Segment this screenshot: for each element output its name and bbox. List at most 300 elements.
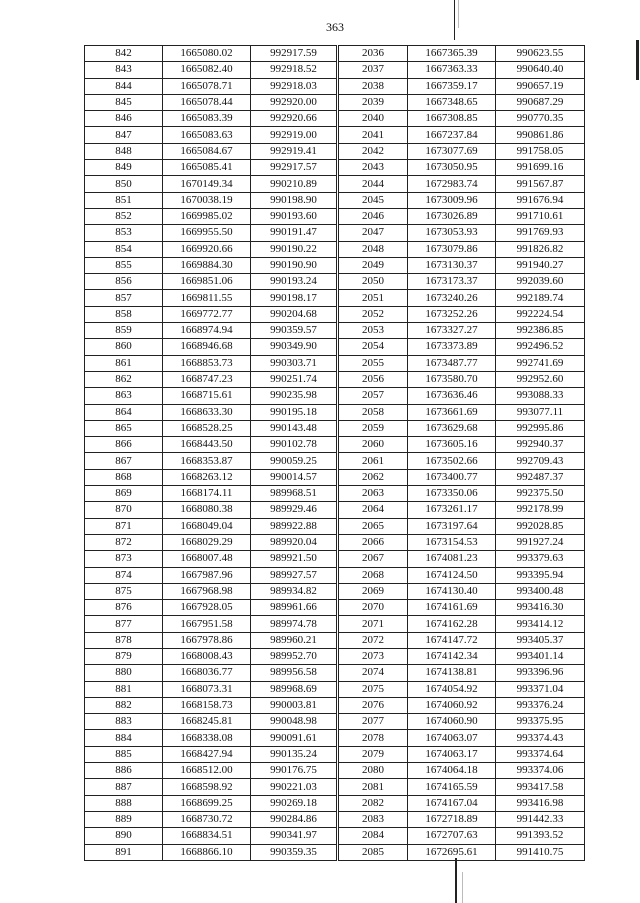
y-coordinate-2-cell: 993371.04 xyxy=(496,681,585,697)
y-coordinate-cell: 990091.61 xyxy=(251,730,338,746)
table-row xyxy=(85,46,585,62)
x-coordinate-2-cell: 1673261.17 xyxy=(408,502,496,518)
scan-mark-bottom-faint xyxy=(462,872,463,903)
point-number-cell: 852 xyxy=(85,208,163,224)
x-coordinate-cell: 1668512.00 xyxy=(163,763,251,779)
table-row xyxy=(85,388,585,404)
table-row xyxy=(85,453,585,469)
point-number-2-cell: 2068 xyxy=(338,567,408,583)
x-coordinate-2-cell: 1673636.46 xyxy=(408,388,496,404)
point-number-cell: 877 xyxy=(85,616,163,632)
point-number-2-cell: 2065 xyxy=(338,518,408,534)
table-row xyxy=(85,306,585,322)
y-coordinate-2-cell: 991927.24 xyxy=(496,534,585,550)
y-coordinate-cell: 989922.88 xyxy=(251,518,338,534)
x-coordinate-2-cell: 1672695.61 xyxy=(408,844,496,860)
table-row xyxy=(85,583,585,599)
point-number-cell: 867 xyxy=(85,453,163,469)
x-coordinate-cell: 1668080.38 xyxy=(163,502,251,518)
x-coordinate-2-cell: 1674167.04 xyxy=(408,795,496,811)
y-coordinate-2-cell: 992375.50 xyxy=(496,486,585,502)
x-coordinate-2-cell: 1667348.65 xyxy=(408,94,496,110)
point-number-2-cell: 2084 xyxy=(338,828,408,844)
y-coordinate-2-cell: 990623.55 xyxy=(496,46,585,62)
y-coordinate-2-cell: 990657.19 xyxy=(496,78,585,94)
x-coordinate-2-cell: 1673240.26 xyxy=(408,290,496,306)
x-coordinate-cell: 1668598.92 xyxy=(163,779,251,795)
y-coordinate-2-cell: 993395.94 xyxy=(496,567,585,583)
point-number-cell: 843 xyxy=(85,62,163,78)
point-number-cell: 886 xyxy=(85,763,163,779)
point-number-cell: 888 xyxy=(85,795,163,811)
y-coordinate-cell: 989927.57 xyxy=(251,567,338,583)
x-coordinate-2-cell: 1673026.89 xyxy=(408,208,496,224)
point-number-2-cell: 2072 xyxy=(338,632,408,648)
table-row xyxy=(85,257,585,273)
y-coordinate-2-cell: 992952.60 xyxy=(496,371,585,387)
table-row xyxy=(85,779,585,795)
y-coordinate-2-cell: 991410.75 xyxy=(496,844,585,860)
y-coordinate-2-cell: 993379.63 xyxy=(496,551,585,567)
point-number-cell: 875 xyxy=(85,583,163,599)
scan-mark-top xyxy=(454,0,455,40)
table-row xyxy=(85,681,585,697)
table-row xyxy=(85,665,585,681)
scan-mark-bottom xyxy=(455,858,457,903)
y-coordinate-cell: 989956.58 xyxy=(251,665,338,681)
point-number-cell: 849 xyxy=(85,160,163,176)
y-coordinate-2-cell: 991940.27 xyxy=(496,257,585,273)
y-coordinate-cell: 992920.66 xyxy=(251,111,338,127)
point-number-2-cell: 2052 xyxy=(338,306,408,322)
table-row xyxy=(85,404,585,420)
point-number-2-cell: 2041 xyxy=(338,127,408,143)
point-number-cell: 844 xyxy=(85,78,163,94)
table-row xyxy=(85,486,585,502)
x-coordinate-cell: 1668633.30 xyxy=(163,404,251,420)
point-number-2-cell: 2056 xyxy=(338,371,408,387)
point-number-2-cell: 2043 xyxy=(338,160,408,176)
y-coordinate-cell: 990176.75 xyxy=(251,763,338,779)
x-coordinate-2-cell: 1673197.64 xyxy=(408,518,496,534)
point-number-2-cell: 2063 xyxy=(338,486,408,502)
x-coordinate-2-cell: 1673252.26 xyxy=(408,306,496,322)
point-number-cell: 882 xyxy=(85,697,163,713)
x-coordinate-cell: 1668338.08 xyxy=(163,730,251,746)
y-coordinate-2-cell: 993375.95 xyxy=(496,714,585,730)
x-coordinate-2-cell: 1674130.40 xyxy=(408,583,496,599)
point-number-2-cell: 2069 xyxy=(338,583,408,599)
table-row xyxy=(85,420,585,436)
x-coordinate-2-cell: 1674063.07 xyxy=(408,730,496,746)
x-coordinate-cell: 1668443.50 xyxy=(163,437,251,453)
point-number-2-cell: 2042 xyxy=(338,143,408,159)
table-row xyxy=(85,567,585,583)
point-number-2-cell: 2076 xyxy=(338,697,408,713)
y-coordinate-2-cell: 990687.29 xyxy=(496,94,585,110)
point-number-2-cell: 2037 xyxy=(338,62,408,78)
x-coordinate-cell: 1668730.72 xyxy=(163,811,251,827)
x-coordinate-2-cell: 1673050.95 xyxy=(408,160,496,176)
y-coordinate-2-cell: 991676.94 xyxy=(496,192,585,208)
x-coordinate-2-cell: 1673009.96 xyxy=(408,192,496,208)
x-coordinate-2-cell: 1674064.18 xyxy=(408,763,496,779)
x-coordinate-cell: 1669884.30 xyxy=(163,257,251,273)
point-number-cell: 850 xyxy=(85,176,163,192)
point-number-cell: 878 xyxy=(85,632,163,648)
y-coordinate-2-cell: 993416.98 xyxy=(496,795,585,811)
y-coordinate-cell: 990102.78 xyxy=(251,437,338,453)
point-number-cell: 864 xyxy=(85,404,163,420)
x-coordinate-2-cell: 1673327.27 xyxy=(408,323,496,339)
x-coordinate-cell: 1669851.06 xyxy=(163,274,251,290)
x-coordinate-2-cell: 1673373.89 xyxy=(408,339,496,355)
y-coordinate-2-cell: 992178.99 xyxy=(496,502,585,518)
point-number-2-cell: 2044 xyxy=(338,176,408,192)
x-coordinate-cell: 1670038.19 xyxy=(163,192,251,208)
y-coordinate-cell: 992918.03 xyxy=(251,78,338,94)
table-row xyxy=(85,437,585,453)
x-coordinate-2-cell: 1674147.72 xyxy=(408,632,496,648)
x-coordinate-cell: 1669985.02 xyxy=(163,208,251,224)
y-coordinate-cell: 990198.90 xyxy=(251,192,338,208)
point-number-cell: 884 xyxy=(85,730,163,746)
x-coordinate-cell: 1667978.86 xyxy=(163,632,251,648)
y-coordinate-cell: 990221.03 xyxy=(251,779,338,795)
y-coordinate-cell: 989961.66 xyxy=(251,600,338,616)
x-coordinate-2-cell: 1672983.74 xyxy=(408,176,496,192)
table-row xyxy=(85,730,585,746)
point-number-2-cell: 2054 xyxy=(338,339,408,355)
table-row xyxy=(85,323,585,339)
x-coordinate-cell: 1668049.04 xyxy=(163,518,251,534)
point-number-cell: 855 xyxy=(85,257,163,273)
y-coordinate-2-cell: 993414.12 xyxy=(496,616,585,632)
x-coordinate-2-cell: 1673079.86 xyxy=(408,241,496,257)
y-coordinate-2-cell: 993416.30 xyxy=(496,600,585,616)
table-row xyxy=(85,746,585,762)
y-coordinate-2-cell: 993376.24 xyxy=(496,697,585,713)
x-coordinate-cell: 1668073.31 xyxy=(163,681,251,697)
point-number-2-cell: 2050 xyxy=(338,274,408,290)
x-coordinate-cell: 1669811.55 xyxy=(163,290,251,306)
y-coordinate-2-cell: 993401.14 xyxy=(496,648,585,664)
point-number-2-cell: 2075 xyxy=(338,681,408,697)
x-coordinate-2-cell: 1674060.90 xyxy=(408,714,496,730)
x-coordinate-cell: 1668158.73 xyxy=(163,697,251,713)
scan-mark-right-edge xyxy=(636,40,639,80)
x-coordinate-2-cell: 1674138.81 xyxy=(408,665,496,681)
x-coordinate-cell: 1668834.51 xyxy=(163,828,251,844)
x-coordinate-cell: 1669955.50 xyxy=(163,225,251,241)
y-coordinate-cell: 989952.70 xyxy=(251,648,338,664)
point-number-cell: 853 xyxy=(85,225,163,241)
y-coordinate-2-cell: 993374.64 xyxy=(496,746,585,762)
point-number-2-cell: 2038 xyxy=(338,78,408,94)
point-number-cell: 846 xyxy=(85,111,163,127)
y-coordinate-cell: 992917.59 xyxy=(251,46,338,62)
table-row xyxy=(85,241,585,257)
y-coordinate-2-cell: 992496.52 xyxy=(496,339,585,355)
y-coordinate-2-cell: 993088.33 xyxy=(496,388,585,404)
y-coordinate-cell: 989929.46 xyxy=(251,502,338,518)
x-coordinate-cell: 1668036.77 xyxy=(163,665,251,681)
table-row xyxy=(85,176,585,192)
point-number-2-cell: 2067 xyxy=(338,551,408,567)
point-number-cell: 881 xyxy=(85,681,163,697)
table-row xyxy=(85,208,585,224)
point-number-2-cell: 2059 xyxy=(338,420,408,436)
table-row xyxy=(85,274,585,290)
y-coordinate-cell: 990193.60 xyxy=(251,208,338,224)
y-coordinate-2-cell: 993417.58 xyxy=(496,779,585,795)
point-number-2-cell: 2049 xyxy=(338,257,408,273)
point-number-cell: 889 xyxy=(85,811,163,827)
x-coordinate-2-cell: 1674161.69 xyxy=(408,600,496,616)
point-number-2-cell: 2073 xyxy=(338,648,408,664)
table-row xyxy=(85,518,585,534)
x-coordinate-2-cell: 1674054.92 xyxy=(408,681,496,697)
y-coordinate-cell: 989921.50 xyxy=(251,551,338,567)
point-number-2-cell: 2045 xyxy=(338,192,408,208)
x-coordinate-cell: 1668174.11 xyxy=(163,486,251,502)
y-coordinate-cell: 989960.21 xyxy=(251,632,338,648)
table-row xyxy=(85,697,585,713)
x-coordinate-cell: 1667928.05 xyxy=(163,600,251,616)
x-coordinate-cell: 1668427.94 xyxy=(163,746,251,762)
x-coordinate-cell: 1668245.81 xyxy=(163,714,251,730)
x-coordinate-2-cell: 1673502.66 xyxy=(408,453,496,469)
y-coordinate-cell: 989968.51 xyxy=(251,486,338,502)
x-coordinate-2-cell: 1673077.69 xyxy=(408,143,496,159)
point-number-cell: 866 xyxy=(85,437,163,453)
point-number-2-cell: 2078 xyxy=(338,730,408,746)
x-coordinate-cell: 1667968.98 xyxy=(163,583,251,599)
point-number-2-cell: 2071 xyxy=(338,616,408,632)
y-coordinate-cell: 989934.82 xyxy=(251,583,338,599)
point-number-2-cell: 2061 xyxy=(338,453,408,469)
point-number-cell: 876 xyxy=(85,600,163,616)
point-number-2-cell: 2058 xyxy=(338,404,408,420)
y-coordinate-cell: 990190.22 xyxy=(251,241,338,257)
y-coordinate-cell: 990198.17 xyxy=(251,290,338,306)
table-row xyxy=(85,551,585,567)
point-number-2-cell: 2079 xyxy=(338,746,408,762)
point-number-cell: 857 xyxy=(85,290,163,306)
x-coordinate-2-cell: 1673629.68 xyxy=(408,420,496,436)
point-number-cell: 851 xyxy=(85,192,163,208)
point-number-2-cell: 2048 xyxy=(338,241,408,257)
y-coordinate-cell: 992917.57 xyxy=(251,160,338,176)
x-coordinate-cell: 1668866.10 xyxy=(163,844,251,860)
x-coordinate-2-cell: 1673053.93 xyxy=(408,225,496,241)
x-coordinate-2-cell: 1672707.63 xyxy=(408,828,496,844)
point-number-2-cell: 2053 xyxy=(338,323,408,339)
point-number-cell: 858 xyxy=(85,306,163,322)
y-coordinate-2-cell: 990861.86 xyxy=(496,127,585,143)
point-number-2-cell: 2077 xyxy=(338,714,408,730)
point-number-2-cell: 2082 xyxy=(338,795,408,811)
point-number-cell: 871 xyxy=(85,518,163,534)
point-number-2-cell: 2057 xyxy=(338,388,408,404)
y-coordinate-2-cell: 993396.96 xyxy=(496,665,585,681)
x-coordinate-cell: 1668528.25 xyxy=(163,420,251,436)
point-number-cell: 856 xyxy=(85,274,163,290)
y-coordinate-cell: 990251.74 xyxy=(251,371,338,387)
table-row xyxy=(85,225,585,241)
table-row xyxy=(85,290,585,306)
x-coordinate-2-cell: 1673661.69 xyxy=(408,404,496,420)
y-coordinate-2-cell: 991769.93 xyxy=(496,225,585,241)
point-number-cell: 854 xyxy=(85,241,163,257)
y-coordinate-2-cell: 992741.69 xyxy=(496,355,585,371)
y-coordinate-cell: 990143.48 xyxy=(251,420,338,436)
point-number-cell: 862 xyxy=(85,371,163,387)
point-number-2-cell: 2036 xyxy=(338,46,408,62)
point-number-2-cell: 2040 xyxy=(338,111,408,127)
table-row xyxy=(85,828,585,844)
x-coordinate-cell: 1668699.25 xyxy=(163,795,251,811)
y-coordinate-2-cell: 990640.40 xyxy=(496,62,585,78)
point-number-cell: 873 xyxy=(85,551,163,567)
point-number-2-cell: 2062 xyxy=(338,469,408,485)
y-coordinate-2-cell: 991826.82 xyxy=(496,241,585,257)
y-coordinate-2-cell: 992995.86 xyxy=(496,420,585,436)
point-number-2-cell: 2083 xyxy=(338,811,408,827)
x-coordinate-2-cell: 1674165.59 xyxy=(408,779,496,795)
y-coordinate-cell: 990048.98 xyxy=(251,714,338,730)
y-coordinate-cell: 990235.98 xyxy=(251,388,338,404)
y-coordinate-2-cell: 991710.61 xyxy=(496,208,585,224)
x-coordinate-cell: 1667987.96 xyxy=(163,567,251,583)
x-coordinate-cell: 1670149.34 xyxy=(163,176,251,192)
point-number-2-cell: 2085 xyxy=(338,844,408,860)
point-number-cell: 870 xyxy=(85,502,163,518)
point-number-2-cell: 2055 xyxy=(338,355,408,371)
y-coordinate-2-cell: 992028.85 xyxy=(496,518,585,534)
page-number: 363 xyxy=(326,20,344,34)
point-number-cell: 887 xyxy=(85,779,163,795)
point-number-cell: 847 xyxy=(85,127,163,143)
point-number-2-cell: 2074 xyxy=(338,665,408,681)
table-row xyxy=(85,192,585,208)
y-coordinate-cell: 989920.04 xyxy=(251,534,338,550)
x-coordinate-cell: 1668946.68 xyxy=(163,339,251,355)
table-row xyxy=(85,160,585,176)
y-coordinate-cell: 990191.47 xyxy=(251,225,338,241)
y-coordinate-cell: 992919.41 xyxy=(251,143,338,159)
x-coordinate-cell: 1665084.67 xyxy=(163,143,251,159)
y-coordinate-2-cell: 993405.37 xyxy=(496,632,585,648)
point-number-cell: 859 xyxy=(85,323,163,339)
y-coordinate-2-cell: 991758.05 xyxy=(496,143,585,159)
table-row xyxy=(85,811,585,827)
y-coordinate-cell: 989974.78 xyxy=(251,616,338,632)
y-coordinate-cell: 990349.90 xyxy=(251,339,338,355)
y-coordinate-2-cell: 990770.35 xyxy=(496,111,585,127)
point-number-2-cell: 2064 xyxy=(338,502,408,518)
y-coordinate-cell: 990059.25 xyxy=(251,453,338,469)
table-row xyxy=(85,616,585,632)
y-coordinate-2-cell: 992940.37 xyxy=(496,437,585,453)
point-number-cell: 880 xyxy=(85,665,163,681)
x-coordinate-2-cell: 1667363.33 xyxy=(408,62,496,78)
y-coordinate-2-cell: 993077.11 xyxy=(496,404,585,420)
x-coordinate-2-cell: 1674124.50 xyxy=(408,567,496,583)
x-coordinate-cell: 1668853.73 xyxy=(163,355,251,371)
point-number-cell: 891 xyxy=(85,844,163,860)
x-coordinate-cell: 1669920.66 xyxy=(163,241,251,257)
y-coordinate-cell: 992919.00 xyxy=(251,127,338,143)
y-coordinate-2-cell: 992386.85 xyxy=(496,323,585,339)
point-number-cell: 863 xyxy=(85,388,163,404)
coordinates-table xyxy=(84,45,585,861)
x-coordinate-2-cell: 1674063.17 xyxy=(408,746,496,762)
y-coordinate-cell: 990341.97 xyxy=(251,828,338,844)
table-row xyxy=(85,111,585,127)
table-row xyxy=(85,469,585,485)
x-coordinate-cell: 1665078.44 xyxy=(163,94,251,110)
y-coordinate-2-cell: 992039.60 xyxy=(496,274,585,290)
table-row xyxy=(85,795,585,811)
x-coordinate-cell: 1668715.61 xyxy=(163,388,251,404)
y-coordinate-2-cell: 991699.16 xyxy=(496,160,585,176)
y-coordinate-cell: 990359.35 xyxy=(251,844,338,860)
x-coordinate-2-cell: 1667365.39 xyxy=(408,46,496,62)
point-number-cell: 860 xyxy=(85,339,163,355)
y-coordinate-cell: 990014.57 xyxy=(251,469,338,485)
x-coordinate-2-cell: 1673350.06 xyxy=(408,486,496,502)
x-coordinate-cell: 1668974.94 xyxy=(163,323,251,339)
table-row xyxy=(85,127,585,143)
point-number-2-cell: 2051 xyxy=(338,290,408,306)
y-coordinate-2-cell: 992224.54 xyxy=(496,306,585,322)
x-coordinate-2-cell: 1673154.53 xyxy=(408,534,496,550)
x-coordinate-cell: 1668747.23 xyxy=(163,371,251,387)
x-coordinate-2-cell: 1673487.77 xyxy=(408,355,496,371)
point-number-2-cell: 2070 xyxy=(338,600,408,616)
x-coordinate-2-cell: 1674081.23 xyxy=(408,551,496,567)
y-coordinate-cell: 989968.69 xyxy=(251,681,338,697)
table-row xyxy=(85,648,585,664)
point-number-cell: 868 xyxy=(85,469,163,485)
table-row xyxy=(85,62,585,78)
table-row xyxy=(85,355,585,371)
table-row xyxy=(85,534,585,550)
table-row xyxy=(85,844,585,860)
table-row xyxy=(85,632,585,648)
table-row xyxy=(85,143,585,159)
table-row xyxy=(85,502,585,518)
x-coordinate-cell: 1665082.40 xyxy=(163,62,251,78)
point-number-2-cell: 2066 xyxy=(338,534,408,550)
x-coordinate-2-cell: 1667359.17 xyxy=(408,78,496,94)
y-coordinate-cell: 990193.24 xyxy=(251,274,338,290)
table-row xyxy=(85,600,585,616)
y-coordinate-2-cell: 991442.33 xyxy=(496,811,585,827)
point-number-cell: 842 xyxy=(85,46,163,62)
y-coordinate-2-cell: 991393.52 xyxy=(496,828,585,844)
point-number-cell: 869 xyxy=(85,486,163,502)
y-coordinate-2-cell: 992189.74 xyxy=(496,290,585,306)
x-coordinate-2-cell: 1667237.84 xyxy=(408,127,496,143)
coordinates-table-body xyxy=(85,46,585,861)
x-coordinate-2-cell: 1673130.37 xyxy=(408,257,496,273)
table-row xyxy=(85,78,585,94)
point-number-2-cell: 2046 xyxy=(338,208,408,224)
x-coordinate-cell: 1667951.58 xyxy=(163,616,251,632)
point-number-cell: 890 xyxy=(85,828,163,844)
